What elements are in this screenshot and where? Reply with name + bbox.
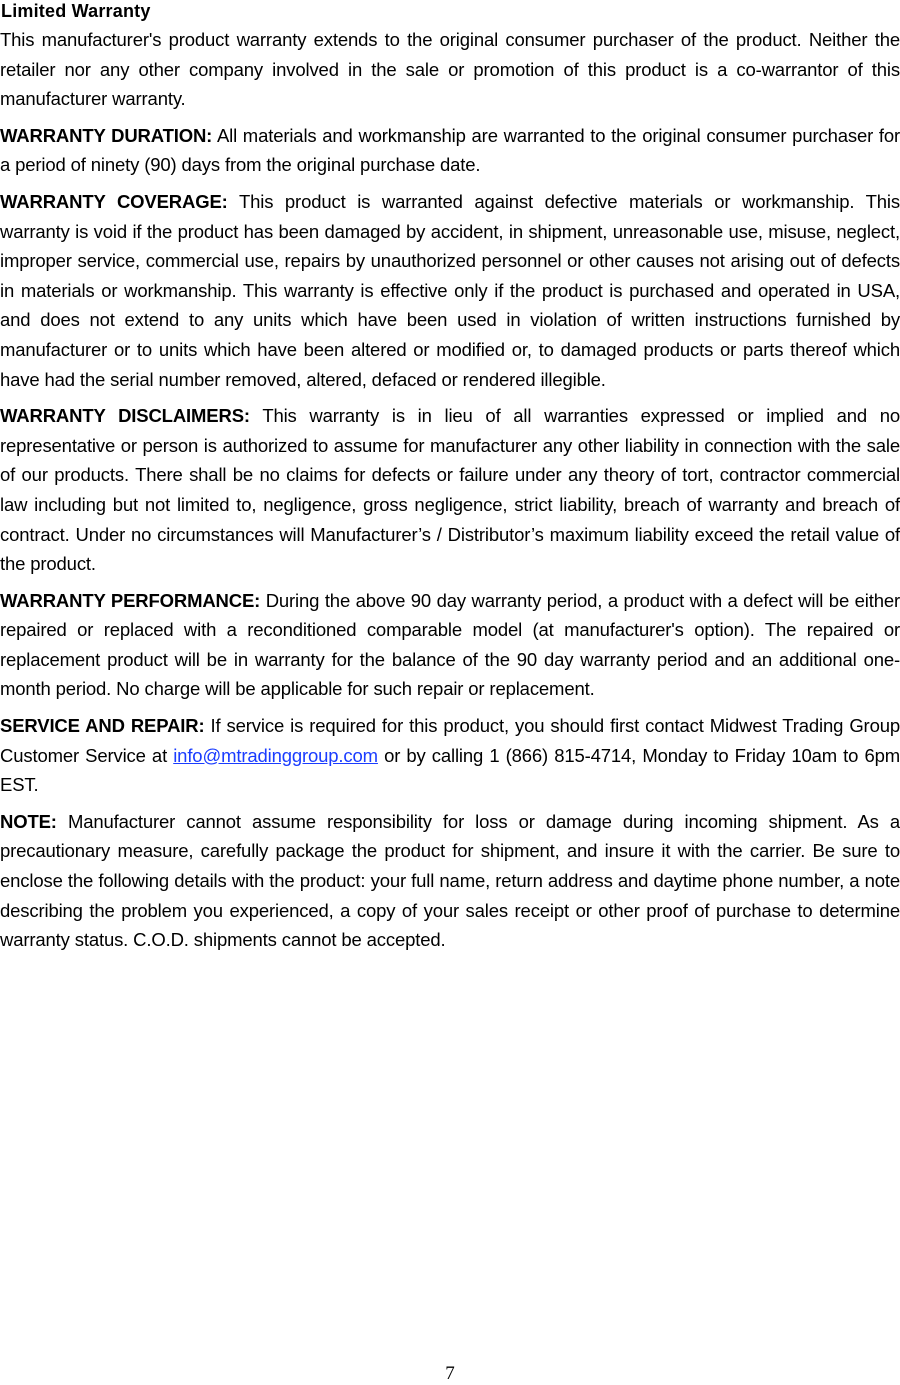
note-text: Manufacturer cannot assume responsibility for loss or damage during incoming shipment. As a precautionary measure, carefully package the product for shipment, and insure it with the carrier. Be sure to enclose the following details with the product: your full name, return address and daytime phone number, a note describing the problem you experienced, a copy of your sales receipt or other proof of purchase to determine warranty status. C.O.D. shipments cannot be accepted. [0, 810, 900, 951]
warranty-coverage-text: This product is warranted against defective materials or workmanship. This warranty is void if the product has been damaged by accident, in shipment, unreasonable use, misuse, neglect, improper service, commercial use, repairs by unauthorized personnel or other causes not arising out of defects in materials or workmanship. This warranty is effective only if the product is purchased and operated in USA, and does not extend to any units which have been used in violation of written instructions furnished by manufacturer or to units which have been altered or modified or, to damaged products or parts thereof which have had the serial number removed, altered, defaced or rendered illegible. [0, 190, 900, 390]
warranty-duration-label: WARRANTY DURATION: [0, 124, 213, 146]
warranty-performance-label: WARRANTY PERFORMANCE: [0, 589, 261, 611]
service-and-repair-label: SERVICE AND REPAIR: [0, 715, 205, 737]
warranty-disclaimers-text: This warranty is in lieu of all warranties expressed or implied and no representative or person is authorized to assume for manufacturer any other liability in connection with the sale of our products. There shall be no claims for defects or failure under any theory of tort, contractor commercial law including but not limited to, negligence, gross negligence, strict liability, breach of warranty and breach of contract. Under no circumstances will Manufacturer’s / Distributor’s maximum liability exceed the retail value of the product. [0, 405, 900, 575]
warranty-disclaimers-section [0, 401, 900, 579]
page-number: 7 [445, 1363, 455, 1384]
intro-paragraph: This manufacturer's product warranty extends to the original consumer purchaser of the product. Neither the retailer nor any other company involved in the sale or promotion of this product is a co-warrantor of this manufacturer warranty. [0, 29, 900, 110]
warranty-coverage-section [0, 187, 900, 394]
service-and-repair-text: If service is required for this product, you should first contact Midwest Trading Group Customer Service at [0, 715, 900, 766]
note-label: NOTE: [0, 810, 57, 832]
warranty-performance-section [0, 586, 900, 704]
warranty-disclaimers-label: WARRANTY DISCLAIMERS: [0, 405, 250, 427]
warranty-performance-text: During the above 90 day warranty period, a product with a defect will be either repaired or replaced with a reconditioned comparable model (at manufacturer's option). The repaired or replacement product will be in warranty for the balance of the 90 day warranty period and an additional one-month period. No charge will be applicable for such repair or replacement. [0, 589, 900, 700]
warranty-duration-text: All materials and workmanship are warranted to the original consumer purchaser for a period of ninety (90) days from the original purchase date. [0, 124, 900, 176]
service-and-repair-section [0, 711, 900, 800]
warranty-duration-section [0, 121, 900, 180]
support-email-link[interactable]: info@mtradinggroup.com [173, 744, 378, 766]
warranty-coverage-label: WARRANTY COVERAGE: [0, 190, 228, 212]
service-contact-hours-text: or by calling 1 (866) 815-4714, Monday to Friday 10am to 6pm EST. [0, 744, 900, 796]
page-title: Limited Warranty [1, 1, 151, 21]
note-section [0, 807, 900, 955]
